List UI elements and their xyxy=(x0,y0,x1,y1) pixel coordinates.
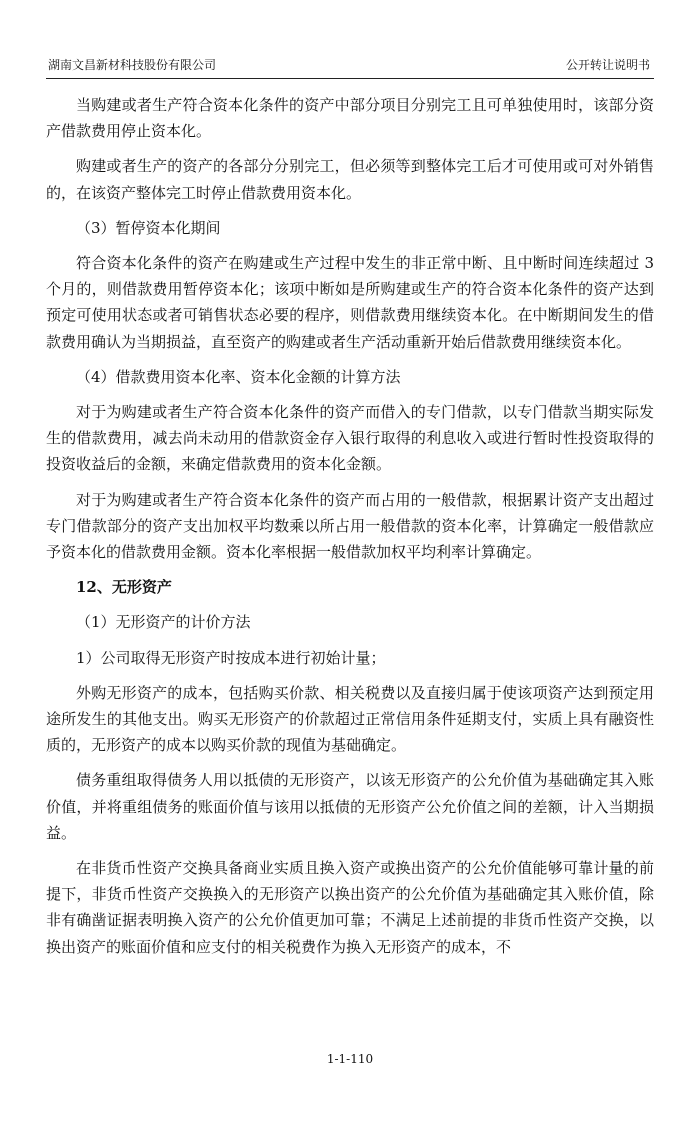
list-item: 1）公司取得无形资产时按成本进行初始计量； xyxy=(76,648,386,667)
paragraph: 外购无形资产的成本，包括购买价款、相关税费以及直接归属于使该项资产达到预定用途所发生的其他支出。购买无形资产的价款超过正常信用条件延期支付，实质上具有融资性质的，无形资产的成本以购买价款的现值为基础确定。 xyxy=(46,683,654,755)
paragraph: 对于为购建或者生产符合资本化条件的资产而借入的专门借款，以专门借款当期实际发生的借款费用，减去尚未动用的借款资金存入银行取得的利息收入或进行暂时性投资取得的投资收益后的金额，来确定借款费用的资本化金额。 xyxy=(46,403,654,474)
subheading: （4）借款费用资本化率、资本化金额的计算方法 xyxy=(76,367,401,386)
page-content xyxy=(46,92,654,969)
paragraph: 符合资本化条件的资产在购建或生产过程中发生的非正常中断、且中断时间连续超过 3 个月的，则借款费用暂停资本化；该项中断如是所购建或生产的符合资本化条件的资产达到预定可使用状态或者可销售状态必要的程序，则借款费用继续资本化。在中断期间发生的借款费用确认为当期损益，直至资产的购建或者生产活动重新开始后借款费用继续资本化。 xyxy=(46,254,654,351)
paragraph: 购建或者生产的资产的各部分分别完工，但必须等到整体完工后才可使用或可对外销售的，在该资产整体完工时停止借款费用资本化。 xyxy=(46,157,654,202)
page-number: 1-1-110 xyxy=(326,1052,374,1066)
subheading: （1）无形资产的计价方法 xyxy=(76,613,251,632)
document-title: 公开转让说明书 xyxy=(565,58,650,72)
paragraph: 当购建或者生产符合资本化条件的资产中部分项目分别完工且可单独使用时，该部分资产借款费用停止资本化。 xyxy=(46,96,654,141)
paragraph: 债务重组取得债务人用以抵债的无形资产，以该无形资产的公允价值为基础确定其入账价值，并将重组债务的账面价值与该用以抵债的无形资产公允价值之间的差额，计入当期损益。 xyxy=(46,771,654,842)
section-heading: 12、无形资产 xyxy=(76,578,172,597)
subheading: （3）暂停资本化期间 xyxy=(76,218,221,237)
page-header xyxy=(46,56,654,79)
paragraph: 在非货币性资产交换具备商业实质且换入资产或换出资产的公允价值能够可靠计量的前提下，非货币性资产交换换入的无形资产以换出资产的公允价值为基础确定其入账价值，除非有确凿证据表明换入资产的公允价值更加可靠；不满足上述前提的非货币性资产交换，以换出资产的账面价值和应支付的相关税费作为换入无形资产的成本，不 xyxy=(46,859,654,956)
paragraph: 对于为购建或者生产符合资本化条件的资产而占用的一般借款，根据累计资产支出超过专门借款部分的资产支出加权平均数乘以所占用一般借款的资本化率，计算确定一般借款应予资本化的借款费用金额。资本化率根据一般借款加权平均利率计算确定。 xyxy=(46,490,654,562)
company-name: 湖南文昌新材科技股份有限公司 xyxy=(48,58,217,72)
